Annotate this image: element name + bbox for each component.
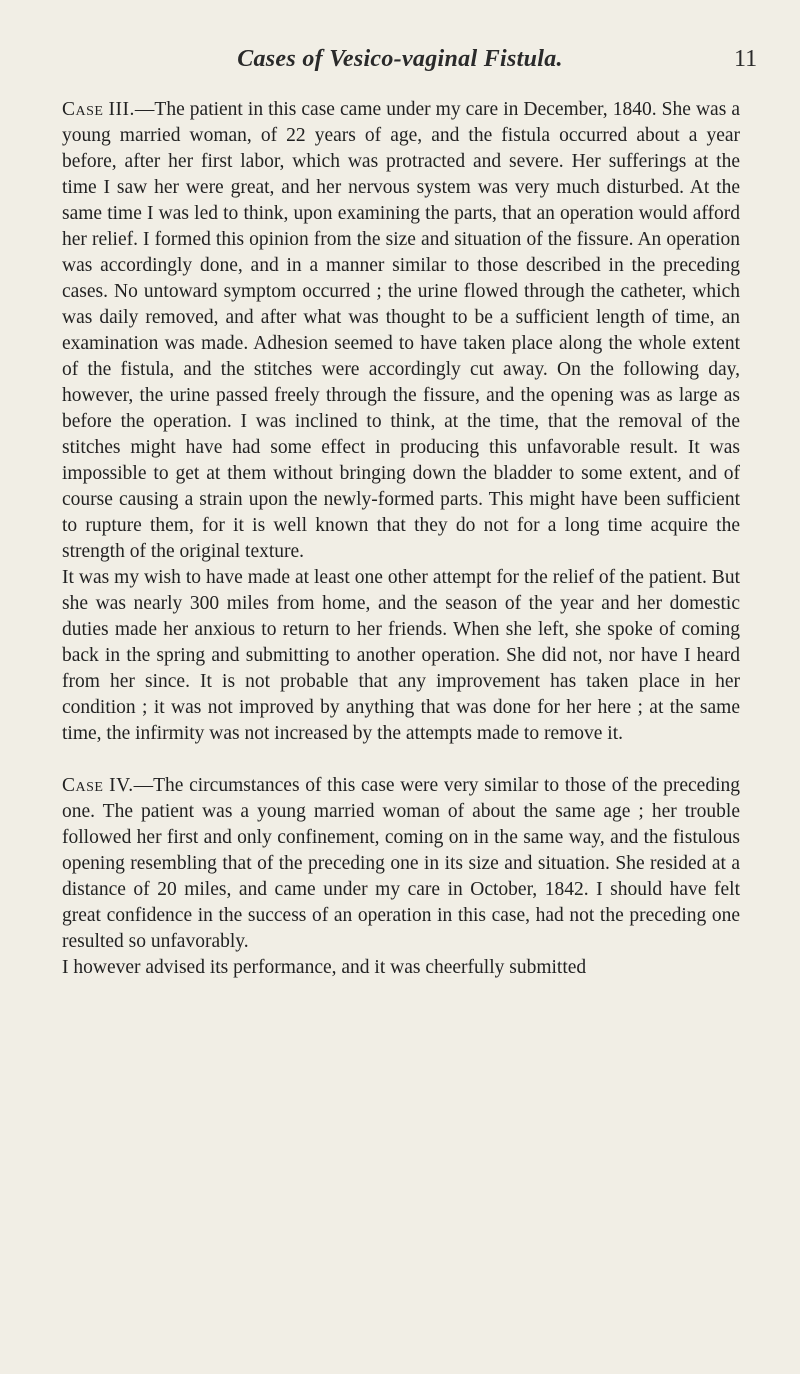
case-iii-paragraph-1 xyxy=(62,97,740,565)
case-iv-label: Case xyxy=(62,775,104,796)
case-iii-text-1: —The patient in this case came under my care in December, 1840. She was a young married woman, of 22 years of age, and the fistula occurred about a year before, after her first labor, which was protracted and severe. Her sufferings at the time I saw her were great, and her nervous system was very much disturbed. At the same time I was led to think, upon examining the parts, that an operation would afford her relief. I formed this opinion from the size and situation of the fissure. An operation was accordingly done, and in a manner similar to those described in the preceding cases. No untoward symptom occurred ; the urine flowed through the catheter, which was daily removed, and after what was thought to be a sufficient length of time, an examination was made. Adhesion seemed to have taken place along the whole extent of the fistula, and the stitches were accordingly cut away. On the following day, however, the urine passed freely through the fissure, and the opening was as large as before the operation. I was inclined to think, at the time, that the removal of the stitches might have had some effect in producing this unfavorable result. It was impossible to get at them without bringing down the bladder to some extent, and of course causing a strain upon the newly-formed parts. This might have been sufficient to rupture them, for it is well known that they do not for a long time acquire the strength of the original texture. xyxy=(62,99,741,562)
page-number: 11 xyxy=(734,46,758,72)
case-iv-text-2: I however advised its performance, and it was cheerfully submitted xyxy=(62,957,587,978)
running-head xyxy=(0,46,800,86)
case-iii-number: III. xyxy=(108,99,135,120)
body-text xyxy=(62,97,740,981)
case-iv-text-1: —The circumstances of this case were very similar to those of the preceding one. The patient was a young married woman of about the same age ; her trouble followed her first and only confinement, coming on in the same way, and the fistulous opening resembling that of the preceding one in its size and situation. She resided at a distance of 20 miles, and came under my care in October, 1842. I should have felt great confidence in the success of an operation in this case, had not the preceding one resulted so unfavorably. xyxy=(62,775,741,952)
section-gap xyxy=(62,747,740,773)
case-iv-number: IV. xyxy=(109,775,134,796)
case-iv-paragraph-1 xyxy=(62,773,740,955)
case-iii-text-2: It was my wish to have made at least one other attempt for the relief of the patient. But she was nearly 300 miles from home, and the season of the year and her domestic duties made her anxious to return to her friends. When she left, she spoke of coming back in the spring and submitting to another operation. She did not, nor have I heard from her since. It is not probable that any improvement has taken place in her condition ; it was not improved by anything that was done for her here ; at the same time, the infirmity was not increased by the attempts made to remove it. xyxy=(62,567,740,744)
case-iii-paragraph-2 xyxy=(62,565,740,747)
case-iv-paragraph-2 xyxy=(62,955,740,981)
case-iii-label: Case xyxy=(62,99,104,120)
running-title: Cases of Vesico-vaginal Fistula. xyxy=(237,46,563,72)
